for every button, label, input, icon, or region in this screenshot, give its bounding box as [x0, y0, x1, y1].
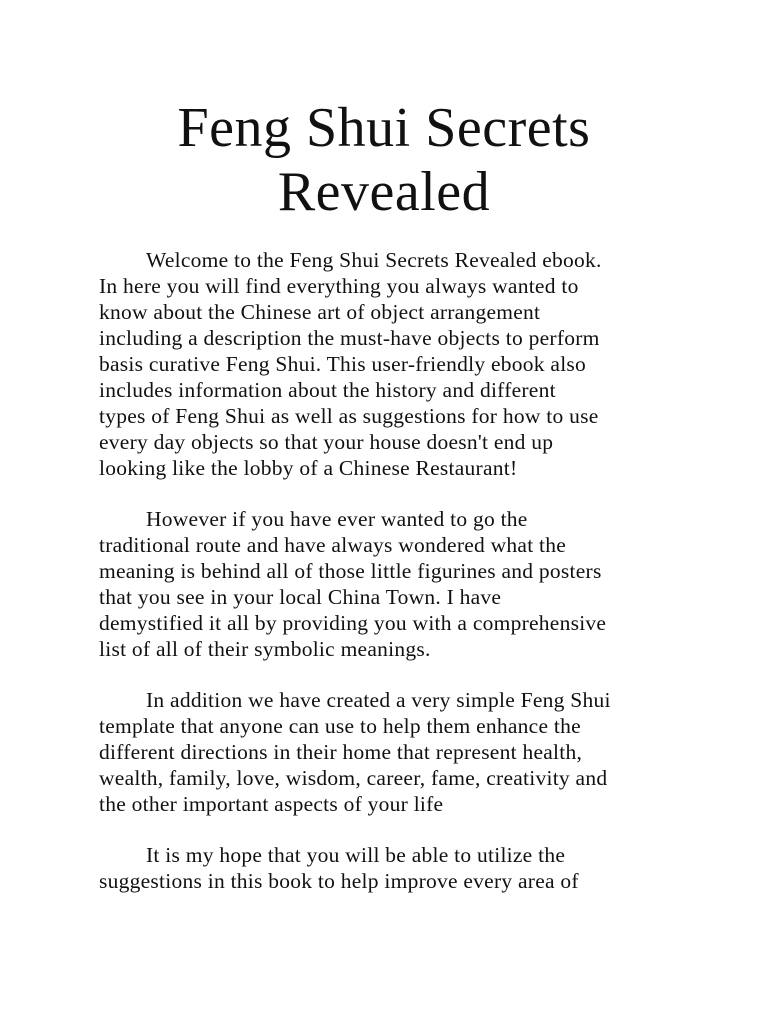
- paragraph-hope: [99, 842, 679, 894]
- paragraph-template: [99, 687, 679, 817]
- text-line: every day objects so that your house doesn't end up: [99, 430, 554, 454]
- text-line: Welcome to the Feng Shui Secrets Revealed ebook.: [146, 248, 602, 272]
- text-line: traditional route and have always wondered what the: [99, 533, 567, 557]
- text-line: that you see in your local China Town. I have: [99, 585, 502, 609]
- document-body: [99, 247, 679, 919]
- text-line: However if you have ever wanted to go the: [146, 507, 528, 531]
- text-line: including a description the must-have objects to perform: [99, 326, 600, 350]
- text-line: In here you will find everything you always wanted to: [99, 274, 579, 298]
- text-line: wealth, family, love, wisdom, career, fame, creativity and: [99, 766, 608, 790]
- text-line: know about the Chinese art of object arrangement: [99, 300, 541, 324]
- text-line: suggestions in this book to help improve every area of: [99, 869, 579, 893]
- document-title: [0, 96, 768, 224]
- text-line: includes information about the history and different: [99, 378, 556, 402]
- text-line: meaning is behind all of those little figurines and posters: [99, 559, 602, 583]
- title-line: Revealed: [277, 161, 491, 223]
- text-line: types of Feng Shui as well as suggestions for how to use: [99, 404, 599, 428]
- paragraph-welcome: [99, 247, 679, 481]
- text-line: looking like the lobby of a Chinese Restaurant!: [99, 456, 518, 480]
- paragraph-traditional-route: [99, 506, 679, 662]
- text-line: the other important aspects of your life: [99, 792, 444, 816]
- text-line: basis curative Feng Shui. This user-friendly ebook also: [99, 352, 587, 376]
- text-line: demystified it all by providing you with a comprehensive: [99, 611, 607, 635]
- text-line: different directions in their home that represent health,: [99, 740, 583, 764]
- text-line: template that anyone can use to help them enhance the: [99, 714, 581, 738]
- title-line: Feng Shui Secrets: [177, 97, 591, 159]
- text-line: list of all of their symbolic meanings.: [99, 637, 431, 661]
- text-line: It is my hope that you will be able to utilize the: [146, 843, 566, 867]
- text-line: In addition we have created a very simple Feng Shui: [146, 688, 611, 712]
